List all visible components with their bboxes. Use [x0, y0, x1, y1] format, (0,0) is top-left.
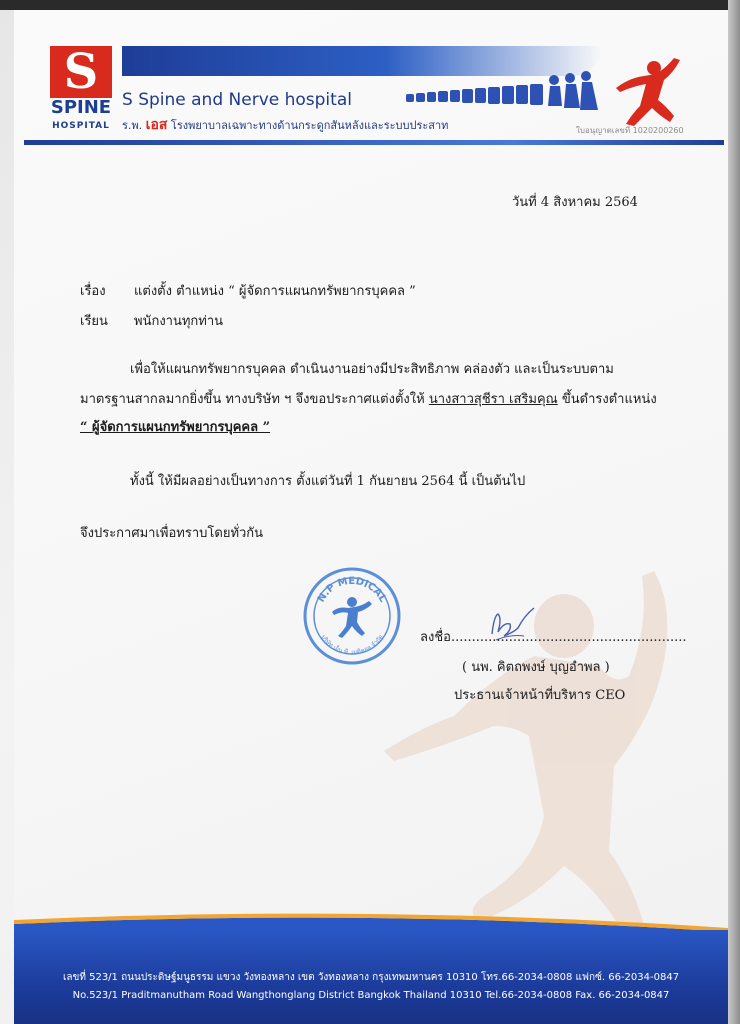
- paragraph-1-line-1: เพื่อให้แผนกทรัพยากรบุคคล ดำเนินงานอย่างมีประสิทธิภาพ คล่องตัว และเป็นระบบตาม: [130, 362, 614, 377]
- paragraph-1-line-2: [80, 388, 657, 409]
- jumping-figure-watermark: [364, 566, 724, 946]
- stamp-bottom-text: บริษัท เอ็น.พี. เมดิคอล จำกัด: [319, 633, 385, 657]
- hospital-mark-th: เอส: [145, 117, 168, 133]
- paragraph-1-line-2-end: ขึ้นดำรงตำแหน่ง: [561, 392, 657, 407]
- company-stamp: [302, 566, 402, 666]
- spine-running-figures-graphic: [404, 54, 684, 130]
- footer-address-band: [14, 930, 728, 1024]
- logo-hospital-text: HOSPITAL: [52, 121, 110, 131]
- signer-name: ( นพ. คิตถพงษ์ บุญอำพล ): [462, 660, 610, 675]
- announcement-closing: จึงประกาศมาเพื่อทราบโดยทั่วกัน: [80, 526, 264, 541]
- hospital-logo: [50, 46, 112, 136]
- logo-spine-text: SPINE: [50, 97, 112, 118]
- recipient-label: เรียน: [80, 314, 108, 329]
- hospital-name-en: S Spine and Nerve hospital: [122, 90, 352, 110]
- photo-right-edge: [728, 0, 740, 1024]
- header-divider: [24, 140, 724, 145]
- svg-text:บริษัท เอ็น.พี. เมดิคอล จำกัด: [319, 634, 384, 656]
- subject-label: เรื่อง: [80, 284, 106, 299]
- stamp-top-text: N.P MEDICAL: [315, 575, 389, 605]
- appointee-name: นางสาวสุชีรา เสริมคุณ: [428, 392, 558, 407]
- letter-page: [14, 10, 728, 1024]
- hospital-prefix-th: ร.พ.: [122, 119, 143, 132]
- stamp-figure-icon: [332, 597, 372, 638]
- footer-address-en: No.523/1 Praditmanutham Road Wangthonglang District Bangkok Thailand 10310 Tel.66-2034-0808 Fax. 66-2034-0847: [72, 990, 670, 1001]
- license-number: ใบอนุญาตเลขที่ 1020200260: [576, 126, 684, 135]
- subject-text: แต่งตั้ง ตำแหน่ง “ ผู้จัดการแผนกทรัพยากรบุคคล ”: [134, 284, 416, 299]
- position-title: “ ผู้จัดการแผนกทรัพยากรบุคคล ”: [80, 420, 271, 435]
- paragraph-1-line-2-start: มาตรฐานสากลมากยิ่งขึ้น ทางบริษัท ฯ จึงขอประกาศแต่งตั้งให้: [80, 392, 425, 407]
- hospital-name-th: [122, 114, 448, 136]
- letter-date: วันที่ 4 สิงหาคม 2564: [512, 195, 638, 210]
- logo-letter: S: [50, 46, 112, 98]
- photo-top-edge: [0, 0, 740, 10]
- effective-date-paragraph: ทั้งนี้ ให้มีผลอย่างเป็นทางการ ตั้งแต่วันที่ 1 กันยายน 2564 นี้ เป็นต้นไป: [130, 474, 526, 489]
- signer-title: ประธานเจ้าหน้าที่บริหาร CEO: [454, 688, 626, 703]
- hospital-desc-th: โรงพยาบาลเฉพาะทางด้านกระดูกสันหลังและระบบประสาท: [170, 119, 449, 132]
- footer-address-th: เลขที่ 523/1 ถนนประดิษฐ์มนูธรรม แขวง วังทองหลาง เขต วังทองหลาง กรุงเทพมหานคร 10310 โทร.66-2034-0808 แฟกซ์. 66-2034-0847: [62, 972, 680, 983]
- recipient-text: พนักงานทุกท่าน: [134, 314, 224, 329]
- signature-line: ลงชื่อ.........................................................: [420, 630, 687, 645]
